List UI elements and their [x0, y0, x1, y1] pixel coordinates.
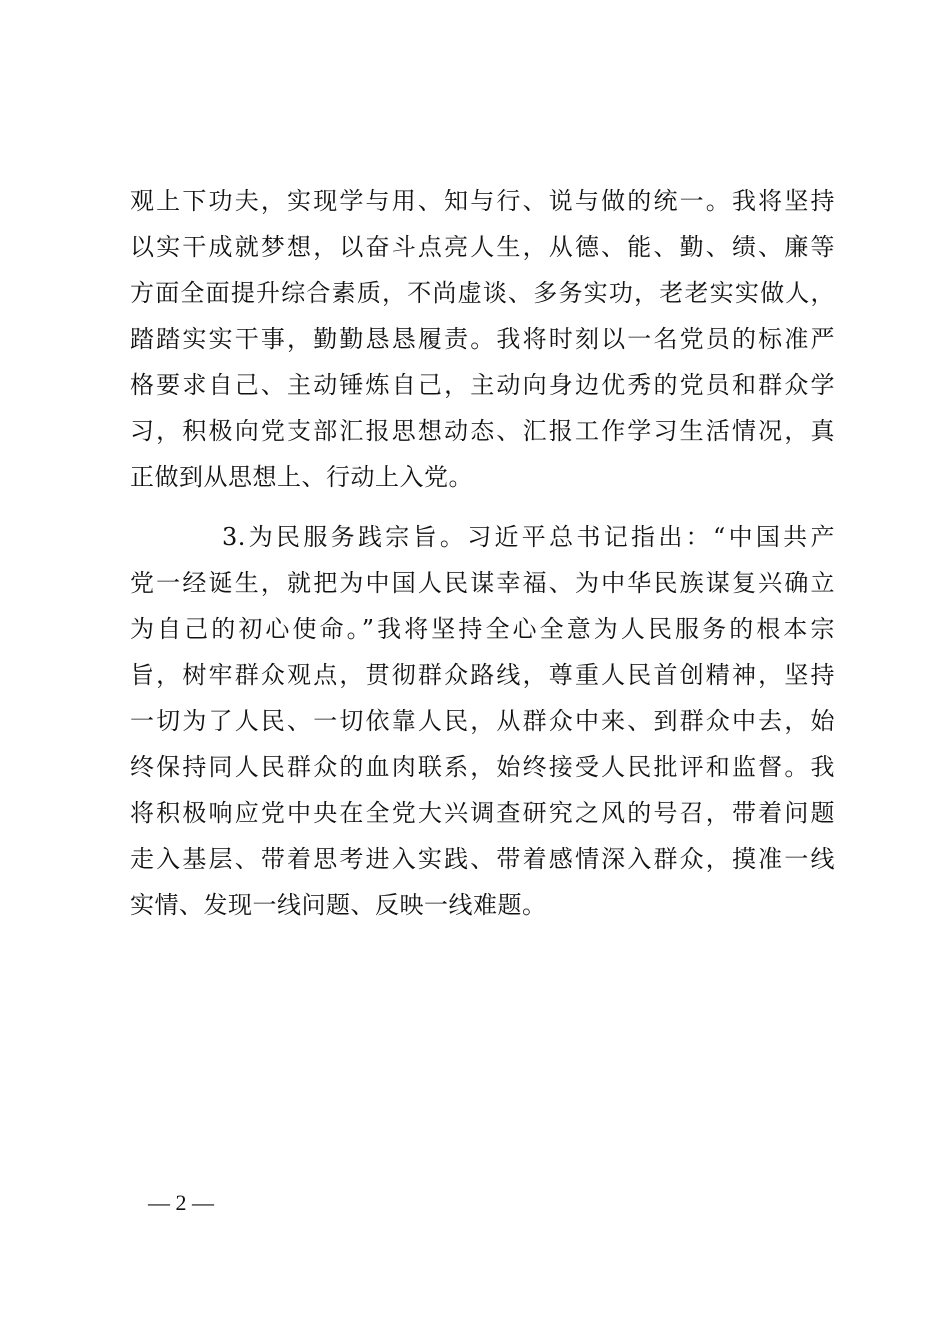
text-line: 旨，树牢群众观点，贯彻群众路线，尊重人民首创精神，坚持: [130, 661, 835, 689]
text-line: 将积极响应党中央在全党大兴调查研究之风的号召，带着问题: [130, 799, 835, 827]
text-line: 一切为了人民、一切依靠人民，从群众中来、到群众中去，始: [130, 707, 835, 735]
text-line: 实情、发现一线问题、反映一线难题。: [130, 891, 547, 919]
text-line: 格要求自己、主动锤炼自己，主动向身边优秀的党员和群众学: [130, 371, 835, 399]
paragraph-2: [130, 514, 835, 928]
text-line: 踏踏实实干事，勤勤恳恳履责。我将时刻以一名党员的标准严: [130, 325, 835, 353]
text-line: 以实干成就梦想，以奋斗点亮人生，从德、能、勤、绩、廉等: [130, 233, 835, 261]
text-line: 为自己的初心使命。”我将坚持全心全意为人民服务的根本宗: [130, 615, 835, 643]
text-line: 党一经诞生，就把为中国人民谋幸福、为中华民族谋复兴确立: [130, 569, 835, 597]
text-line: 正做到从思想上、行动上入党。: [130, 463, 473, 491]
section-heading-line: 3.为民服务践宗旨。习近平总书记指出：“中国共产: [222, 523, 835, 551]
body-text: [130, 178, 835, 928]
text-line: 终保持同人民群众的血肉联系，始终接受人民批评和监督。我: [130, 753, 835, 781]
page-number: — 2 —: [148, 1190, 214, 1215]
paragraph-spacer: [130, 500, 835, 514]
text-line: 走入基层、带着思考进入实践、带着感情深入群众，摸准一线: [130, 845, 835, 873]
text-line: 观上下功夫，实现学与用、知与行、说与做的统一。我将坚持: [130, 187, 835, 215]
text-line: 方面全面提升综合素质，不尚虚谈、多务实功，老老实实做人，: [130, 279, 835, 307]
paragraph-1: [130, 178, 835, 500]
text-line: 习，积极向党支部汇报思想动态、汇报工作学习生活情况，真: [130, 417, 835, 445]
